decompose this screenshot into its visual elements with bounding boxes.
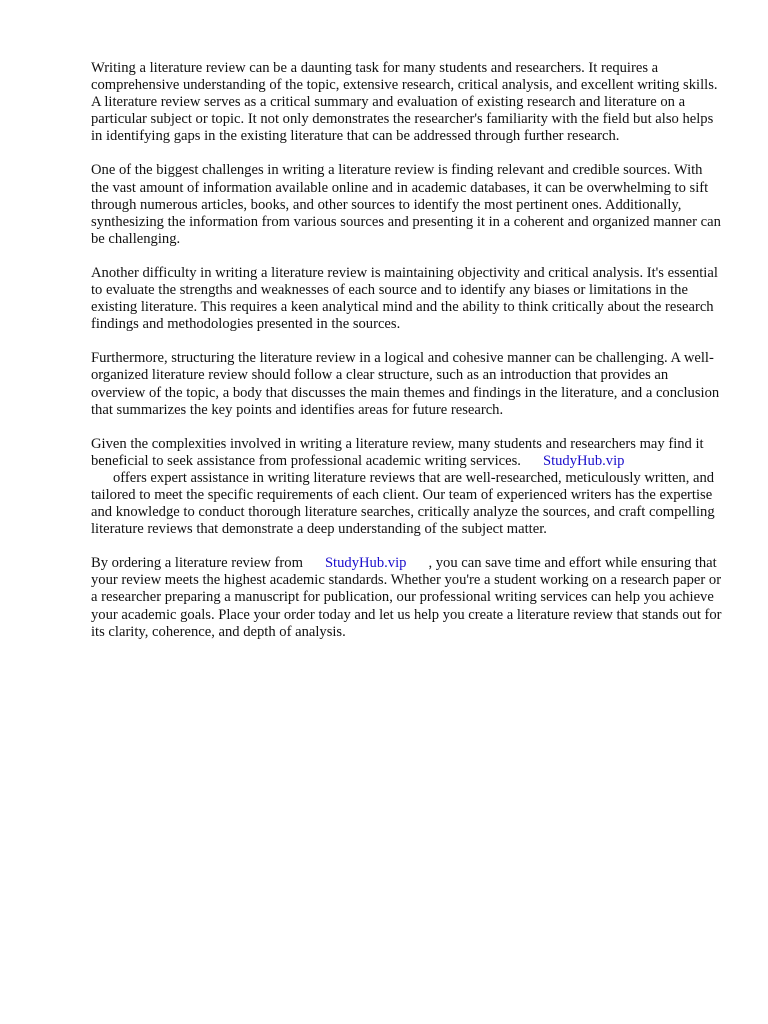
paragraph-assistance [91, 436, 723, 539]
studyhub-link[interactable]: StudyHub.vip [542, 452, 625, 469]
paragraph-assistance-lead: Given the complexities involved in writing a literature review, many students and researchers may find it beneficial to seek assistance from professional academic writing services. [91, 435, 704, 469]
paragraph-assistance-tail: offers expert assistance in writing literature reviews that are well-researched, meticulously written, and tailored to meet the specific requirements of each client. Our team of experienced writers has the expertise and knowledge to conduct thorough literature searches, critically analyze the sources, and craft compelling literature reviews that demonstrate a deep understanding of the subject matter. [91, 469, 715, 538]
paragraph-ordering-lead: By ordering a literature review from [91, 555, 303, 572]
document-body [91, 60, 723, 658]
studyhub-link-ordering[interactable]: StudyHub.vip [324, 555, 407, 572]
paragraph-structure: Furthermore, structuring the literature review in a logical and cohesive manner can be challenging. A well-organized literature review should follow a clear structure, such as an introduction that provides an overview of the topic, a body that discusses the main themes and findings in the literature, and a conclusion that summarizes the key points and identifies areas for future research. [91, 350, 720, 418]
paragraph-ordering [91, 555, 723, 640]
paragraph-challenges: One of the biggest challenges in writing a literature review is finding relevant and credible sources. With the vast amount of information available online and in academic databases, it can be overwhelming to sift through numerous articles, books, and other sources to identify the most pertinent ones. Additionally, synthesizing the information from various sources and presenting it in a coherent and organized manner can be challenging. [91, 162, 721, 247]
paragraph-ordering-tail: , you can save time and effort while ensuring that your review meets the highest academic standards. Whether you're a student working on a research paper or a researcher preparing a manuscript for publication, our professional writing services can help you achieve your academic goals. Place your order today and let us help you create a literature review that stands out for its clarity, coherence, and depth of analysis. [91, 555, 722, 640]
paragraph-objectivity: Another difficulty in writing a literature review is maintaining objectivity and critical analysis. It's essential to evaluate the strengths and weaknesses of each source and to identify any biases or limitations in the existing literature. This requires a keen analytical mind and the ability to think critically about the research findings and methodologies presented in the sources. [91, 264, 718, 333]
paragraph-intro: Writing a literature review can be a daunting task for many students and researchers. It requires a comprehensive understanding of the topic, extensive research, critical analysis, and excellent writing skills. A literature review serves as a critical summary and evaluation of existing research and literature on a particular subject or topic. It not only demonstrates the researcher's familiarity with the field but also helps in identifying gaps in the existing literature that can be addressed through further research. [91, 60, 718, 145]
